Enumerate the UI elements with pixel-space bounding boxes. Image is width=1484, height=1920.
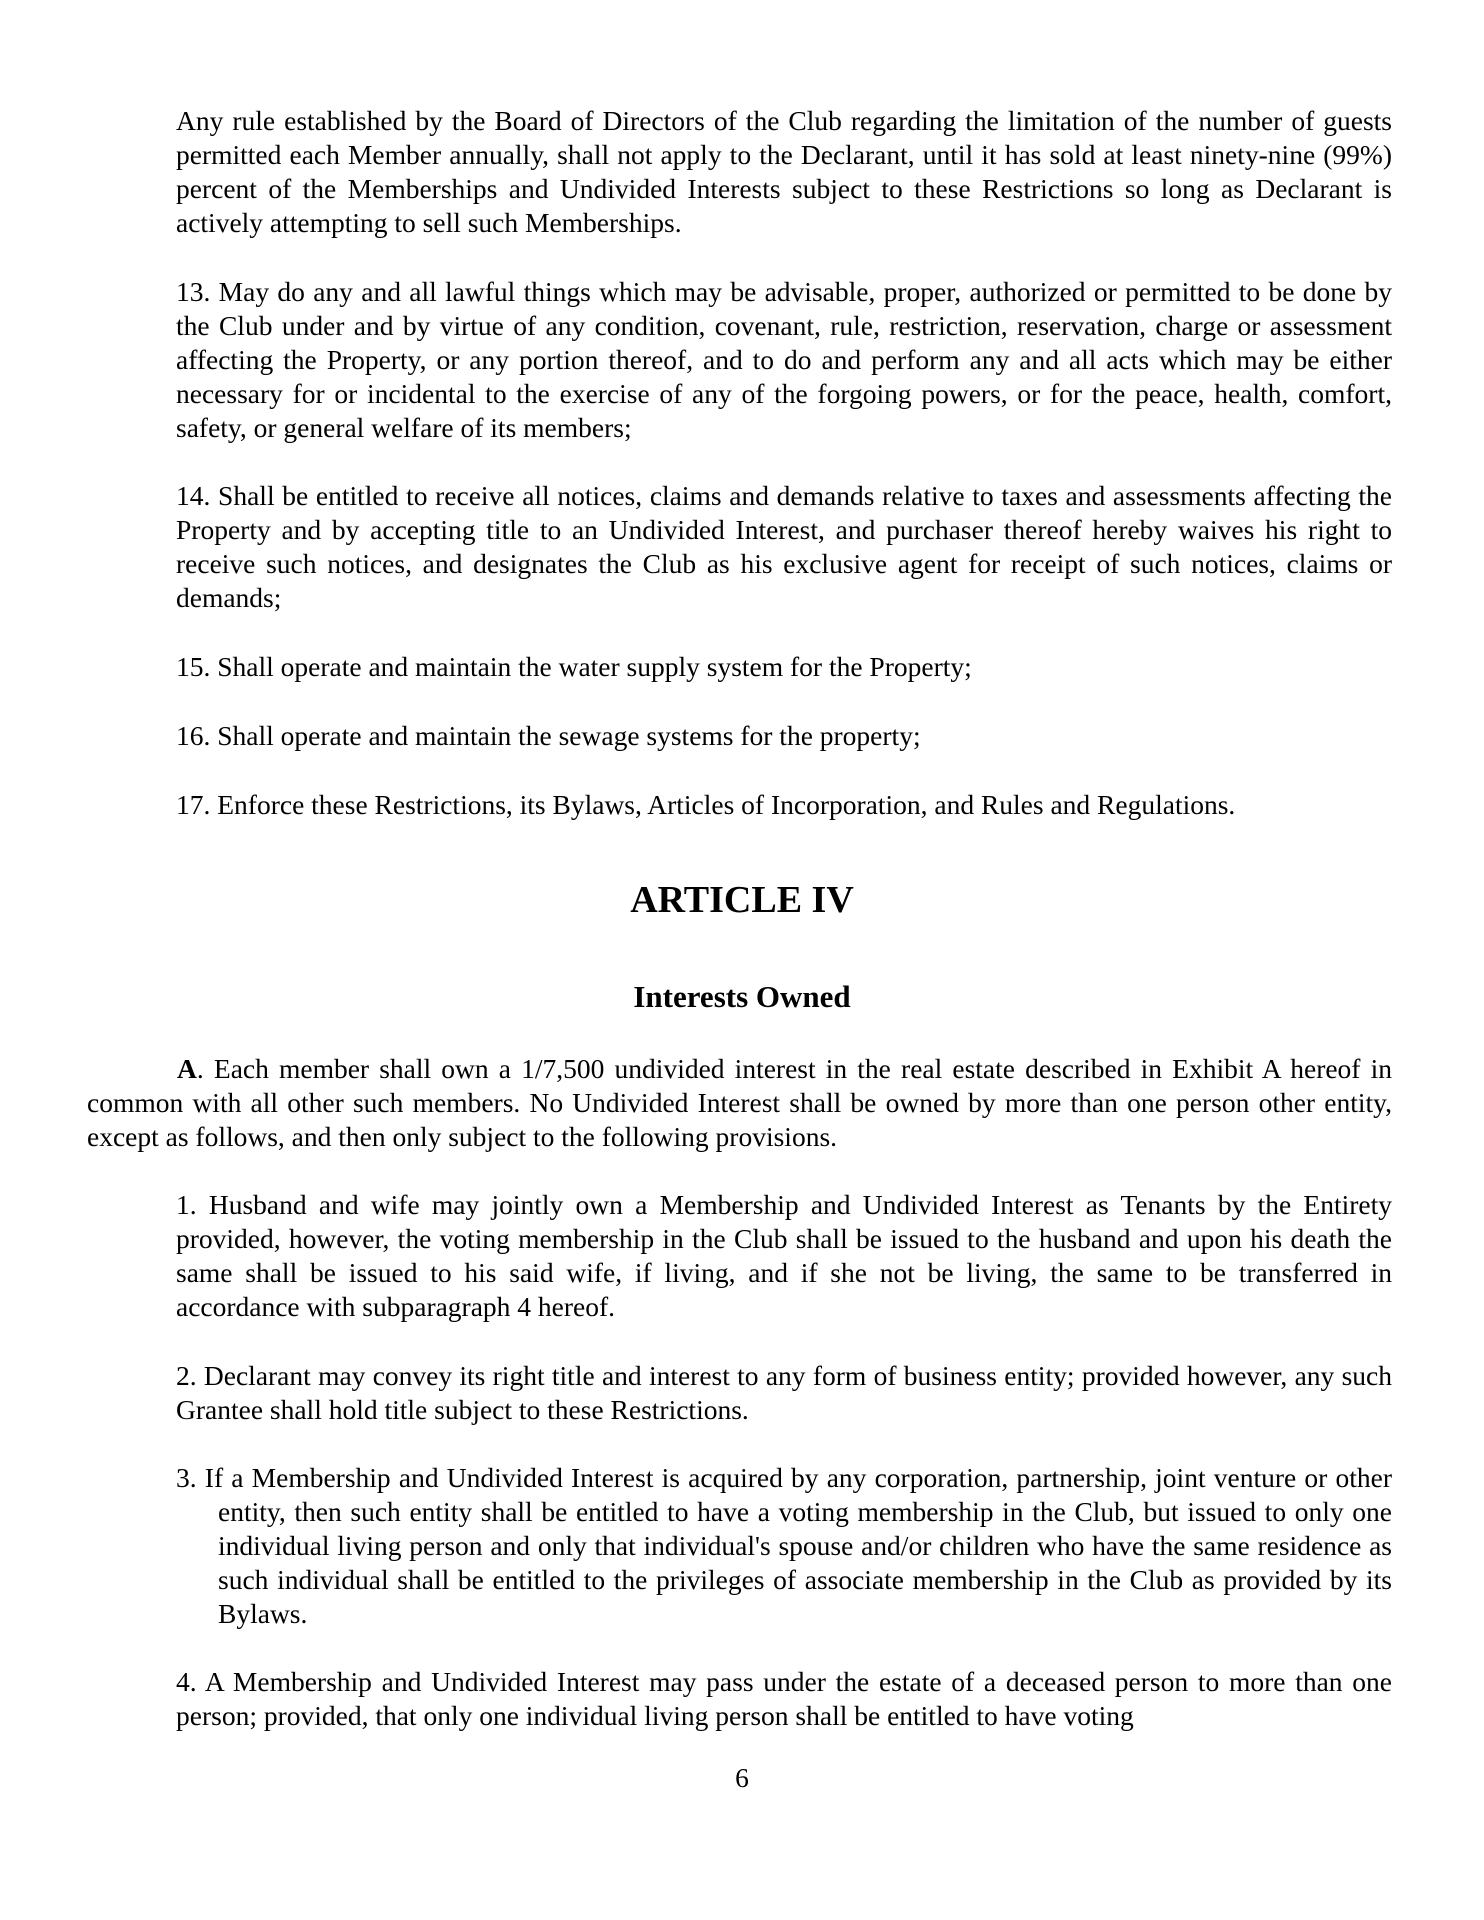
paragraph-item-15: 15. Shall operate and maintain the water supply system for the Property; (176, 651, 972, 682)
paragraph-item-16: 16. Shall operate and maintain the sewage systems for the property; (176, 720, 921, 751)
sub-item-4: 4. A Membership and Undivided Interest may pass under the estate of a deceased person to more than one person; provided, that only one individual living person shall be entitled to have voting (176, 1666, 1392, 1731)
article-title: ARTICLE IV (630, 879, 854, 921)
paragraph-item-13: 13. May do any and all lawful things which may be advisable, proper, authorized or permitted to be done by the Club under and by virtue of any condition, covenant, rule, restriction, reservation, charge or assessment affecting the Property, or any portion thereof, and to do and perform any and all acts which may be either necessary for or incidental to the exercise of any of the forgoing powers, or for the peace, health, comfort, safety, or general welfare of its members; (176, 276, 1392, 443)
article-subtitle: Interests Owned (633, 979, 851, 1014)
paragraph-guests-rule: Any rule established by the Board of Directors of the Club regarding the limitation of the number of guests permitted each Member annually, shall not apply to the Declarant, until it has sold at least ninety-nine (99%) percent of the Memberships and Undivided Interests subject to these Restrictions so long as Declarant is actively attempting to sell such Memberships. (176, 105, 1392, 238)
sub-item-1: 1. Husband and wife may jointly own a Membership and Undivided Interest as Tenants by the Entirety provided, however, the voting membership in the Club shall be issued to the husband and upon his death the same shall be issued to his said wife, if living, and if she not be living, the same to be transferred in accordance with subparagraph 4 hereof. (176, 1189, 1392, 1322)
page-number: 6 (735, 1762, 749, 1793)
paragraph-item-17: 17. Enforce these Restrictions, its Bylaws, Articles of Incorporation, and Rules and Regulations. (176, 789, 1236, 820)
sub-item-2: 2. Declarant may convey its right title and interest to any form of business entity; provided however, any such Grantee shall hold title subject to these Restrictions. (176, 1360, 1392, 1425)
sub-item-3: 3. If a Membership and Undivided Interest is acquired by any corporation, partnership, joint venture or other entity, then such entity shall be entitled to have a voting membership in the Club, but issued to only one individual living person and only that individual's spouse and/or children who have the same residence as such individual shall be entitled to the privileges of associate membership in the Club as provided by its Bylaws. (176, 1462, 1392, 1629)
section-a-text: . Each member shall own a 1/7,500 undivided interest in the real estate described in Exhibit A hereof in common with all other such members. No Undivided Interest shall be owned by more than one person other entity, except as follows, and then only subject to the following provisions. (87, 1053, 1392, 1152)
section-a-paragraph (87, 1052, 1392, 1154)
paragraph-item-14: 14. Shall be entitled to receive all notices, claims and demands relative to taxes and assessments affecting the Property and by accepting title to an Undivided Interest, and purchaser thereof hereby waives his right to receive such notices, and designates the Club as his exclusive agent for receipt of such notices, claims or demands; (176, 480, 1392, 613)
section-a-label: A (177, 1053, 197, 1084)
